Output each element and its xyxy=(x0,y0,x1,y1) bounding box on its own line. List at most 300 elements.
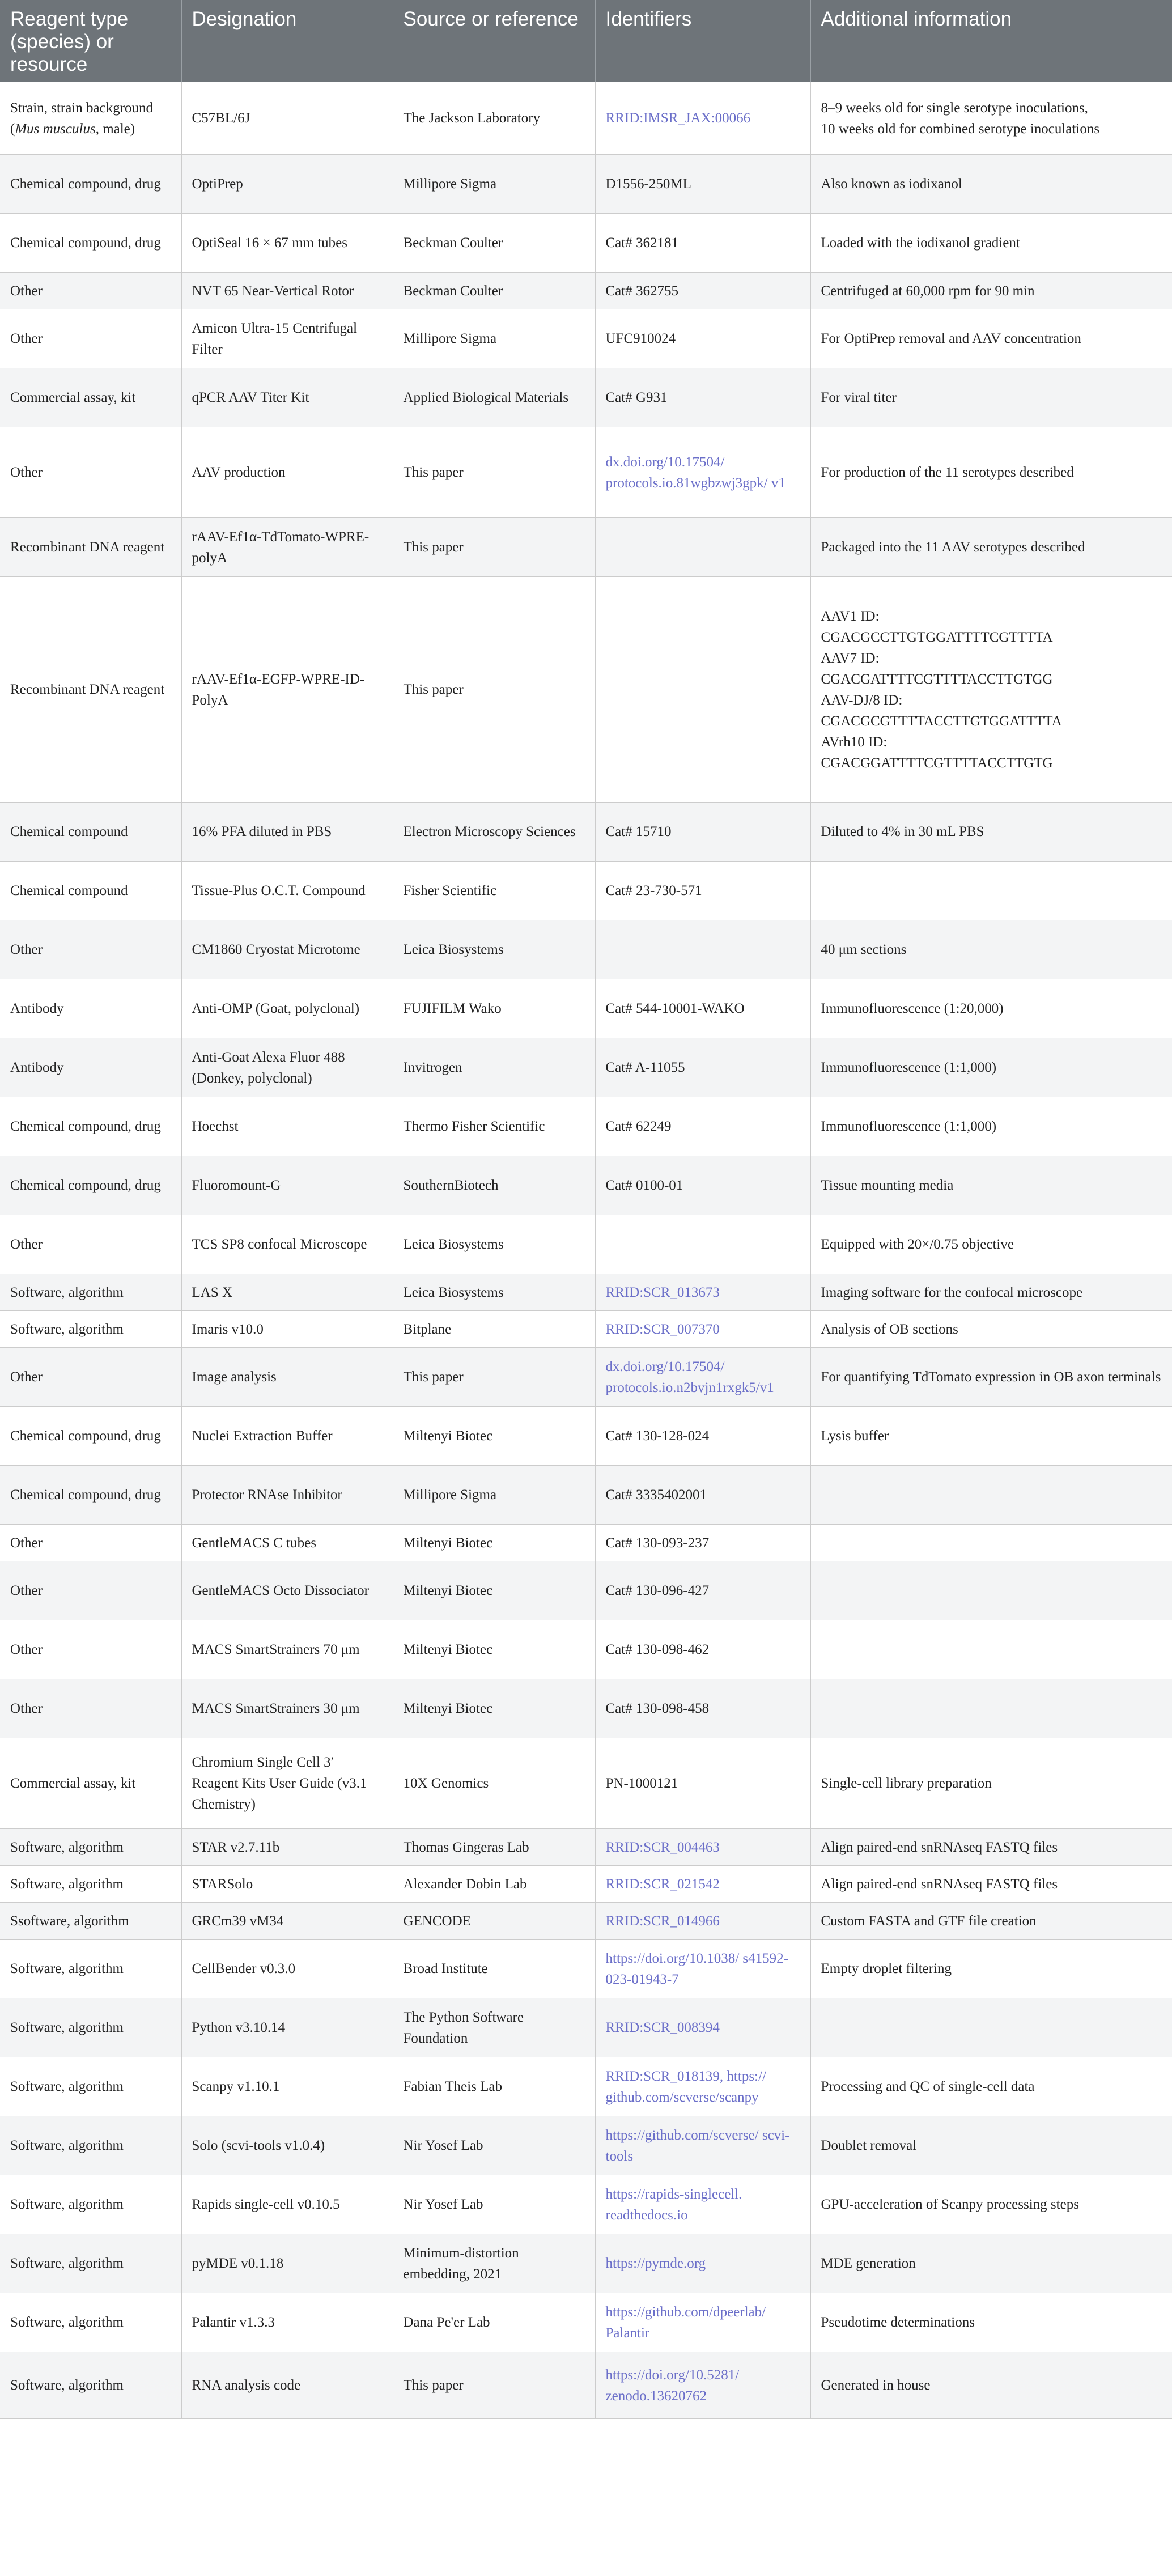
cell-designation xyxy=(181,214,393,273)
cell-additional-info xyxy=(810,1829,1172,1866)
cell-source xyxy=(393,82,595,155)
header-source: Source or reference xyxy=(393,0,595,82)
cell-reagent-type-text: Software, algorithm xyxy=(10,2079,124,2094)
cell-identifier-text: D1556-250ML xyxy=(605,176,691,192)
cell-reagent-type xyxy=(0,2116,181,2175)
cell-reagent-type-text: Antibody xyxy=(10,1060,64,1075)
identifier-link[interactable]: https://doi.org/10.1038/ s41592-023-01943-7 xyxy=(605,1950,788,1987)
table-row xyxy=(0,1620,1172,1679)
cell-additional-info-text: Generated in house xyxy=(821,2378,931,2393)
identifier-link[interactable]: RRID:SCR_013673 xyxy=(605,1284,720,1300)
cell-additional-info-text: AAV1 ID: CGACGCCTTGTGGATTTTCGTTTTA AAV7 ID: CGACGATTTTCGTTTTACCTTGTGG AAV-DJ/8 ID: CGACGCGTTTTACCTTGTGGATTTTA AVrh10 ID: CGACGGATTTTCGTTTTACCTTGTG xyxy=(821,608,1062,771)
cell-additional-info xyxy=(810,2116,1172,2175)
cell-source xyxy=(393,368,595,427)
cell-identifier xyxy=(595,577,810,803)
cell-reagent-type-text: Software, algorithm xyxy=(10,2256,124,2271)
identifier-link[interactable]: RRID:SCR_018139, https:// github.com/scverse/scanpy xyxy=(605,2068,766,2105)
cell-reagent-type xyxy=(0,1940,181,1998)
cell-source xyxy=(393,1466,595,1525)
cell-identifier-text: Cat# 544-10001-WAKO xyxy=(605,1001,745,1016)
cell-additional-info xyxy=(810,577,1172,803)
cell-reagent-type-text: Software, algorithm xyxy=(10,1876,124,1892)
cell-designation-text: Anti-Goat Alexa Fluor 488 (Donkey, polyclonal) xyxy=(192,1049,345,1086)
cell-reagent-type-text: Other xyxy=(10,942,43,957)
cell-reagent-type-text: Software, algorithm xyxy=(10,2315,124,2330)
cell-source xyxy=(393,1998,595,2057)
cell-identifier[interactable] xyxy=(595,2234,810,2293)
cell-identifier xyxy=(595,1561,810,1620)
cell-source-text: Millipore Sigma xyxy=(403,176,497,192)
cell-designation-text: 16% PFA diluted in PBS xyxy=(192,824,332,839)
cell-designation xyxy=(181,309,393,368)
cell-identifier xyxy=(595,273,810,309)
cell-source xyxy=(393,2057,595,2116)
cell-source-text: This paper xyxy=(403,1369,464,1385)
cell-additional-info-text: Align paired-end snRNAseq FASTQ files xyxy=(821,1876,1058,1892)
identifier-link[interactable]: dx.doi.org/10.17504/ protocols.io.81wgbzwj3gpk/ v1 xyxy=(605,454,785,491)
cell-reagent-type xyxy=(0,1866,181,1903)
cell-reagent-type-text: Software, algorithm xyxy=(10,1284,124,1300)
cell-designation xyxy=(181,1738,393,1829)
cell-identifier-text: Cat# 130-093-237 xyxy=(605,1535,710,1551)
cell-source-text: SouthernBiotech xyxy=(403,1178,499,1193)
cell-additional-info xyxy=(810,1940,1172,1998)
cell-reagent-type xyxy=(0,518,181,577)
cell-reagent-type xyxy=(0,1561,181,1620)
cell-designation xyxy=(181,2352,393,2419)
cell-identifier[interactable] xyxy=(595,427,810,518)
table-row xyxy=(0,2352,1172,2419)
cell-source xyxy=(393,979,595,1038)
cell-designation-text: CM1860 Cryostat Microtome xyxy=(192,942,360,957)
cell-identifier[interactable] xyxy=(595,2352,810,2419)
identifier-link[interactable]: RRID:IMSR_JAX:00066 xyxy=(605,111,751,126)
cell-source-text: Invitrogen xyxy=(403,1060,462,1075)
cell-additional-info-text: 8–9 weeks old for single serotype inoculations, 10 weeks old for combined serotype inoculations xyxy=(821,100,1100,137)
cell-reagent-type-text: Other xyxy=(10,1535,43,1551)
cell-designation-text: Solo (scvi-tools v1.0.4) xyxy=(192,2138,325,2153)
cell-reagent-type-text: Commercial assay, kit xyxy=(10,390,136,405)
cell-reagent-type xyxy=(0,1407,181,1466)
cell-additional-info xyxy=(810,1903,1172,1940)
cell-designation-text: Amicon Ultra-15 Centrifugal Filter xyxy=(192,320,358,357)
cell-reagent-type xyxy=(0,1097,181,1156)
cell-source-text: Leica Biosystems xyxy=(403,1284,504,1300)
cell-designation-text: Image analysis xyxy=(192,1369,277,1385)
cell-identifier[interactable] xyxy=(595,2057,810,2116)
cell-reagent-type-text: Chemical compound, drug xyxy=(10,235,161,251)
cell-identifier xyxy=(595,214,810,273)
cell-source-text: Miltenyi Biotec xyxy=(403,1583,493,1598)
cell-additional-info-text: Equipped with 20×/0.75 objective xyxy=(821,1237,1014,1252)
cell-source xyxy=(393,1407,595,1466)
cell-designation-text: MACS SmartStrainers 70 μm xyxy=(192,1642,360,1657)
cell-identifier xyxy=(595,1156,810,1215)
cell-additional-info xyxy=(810,155,1172,214)
cell-designation xyxy=(181,1829,393,1866)
cell-designation xyxy=(181,368,393,427)
cell-source-text: FUJIFILM Wako xyxy=(403,1001,502,1016)
cell-additional-info xyxy=(810,273,1172,309)
cell-additional-info xyxy=(810,2352,1172,2419)
cell-additional-info-text: 40 μm sections xyxy=(821,942,907,957)
cell-identifier xyxy=(595,309,810,368)
identifier-link[interactable]: RRID:SCR_008394 xyxy=(605,2020,720,2035)
cell-reagent-type-text: Chemical compound, drug xyxy=(10,1487,161,1503)
cell-designation xyxy=(181,862,393,920)
identifier-link[interactable]: https://rapids-singlecell. readthedocs.io xyxy=(605,2186,742,2223)
table-row xyxy=(0,1525,1172,1561)
cell-reagent-type xyxy=(0,1998,181,2057)
cell-source-text: Alexander Dobin Lab xyxy=(403,1876,527,1892)
cell-additional-info xyxy=(810,1311,1172,1348)
cell-designation xyxy=(181,1097,393,1156)
table-row xyxy=(0,1829,1172,1866)
cell-reagent-type xyxy=(0,155,181,214)
cell-reagent-type xyxy=(0,979,181,1038)
cell-designation xyxy=(181,1903,393,1940)
cell-additional-info xyxy=(810,1038,1172,1097)
table-row xyxy=(0,309,1172,368)
cell-designation-text: Imaris v10.0 xyxy=(192,1321,264,1337)
cell-identifier-text: Cat# 130-128-024 xyxy=(605,1428,710,1444)
cell-additional-info-text: Immunofluorescence (1:1,000) xyxy=(821,1119,997,1134)
cell-designation-text: TCS SP8 confocal Microscope xyxy=(192,1237,367,1252)
cell-additional-info xyxy=(810,803,1172,862)
cell-identifier[interactable] xyxy=(595,2293,810,2352)
cell-designation xyxy=(181,1998,393,2057)
table-row xyxy=(0,2175,1172,2234)
cell-identifier-text: Cat# 62249 xyxy=(605,1119,672,1134)
cell-identifier xyxy=(595,518,810,577)
cell-designation xyxy=(181,1466,393,1525)
cell-additional-info xyxy=(810,309,1172,368)
cell-source-text: Fisher Scientific xyxy=(403,883,497,898)
cell-reagent-type xyxy=(0,309,181,368)
cell-source-text: Miltenyi Biotec xyxy=(403,1535,493,1551)
cell-source xyxy=(393,862,595,920)
identifier-link[interactable]: RRID:SCR_007370 xyxy=(605,1321,720,1337)
cell-reagent-type-text: Chemical compound xyxy=(10,883,128,898)
table-row xyxy=(0,1998,1172,2057)
cell-designation xyxy=(181,1274,393,1311)
cell-source-text: Broad Institute xyxy=(403,1961,488,1976)
cell-additional-info xyxy=(810,1274,1172,1311)
cell-reagent-type-text: Other xyxy=(10,283,43,299)
cell-additional-info-text: Imaging software for the confocal microscope xyxy=(821,1284,1083,1300)
cell-identifier-text: Cat# 0100-01 xyxy=(605,1178,683,1193)
cell-reagent-type xyxy=(0,2293,181,2352)
cell-designation xyxy=(181,1940,393,1998)
cell-designation xyxy=(181,155,393,214)
cell-identifier-text: Cat# 3335402001 xyxy=(605,1487,707,1503)
cell-identifier xyxy=(595,1466,810,1525)
cell-reagent-type-text: Software, algorithm xyxy=(10,1839,124,1855)
cell-reagent-type xyxy=(0,1156,181,1215)
cell-source xyxy=(393,2234,595,2293)
cell-reagent-type xyxy=(0,427,181,518)
cell-designation xyxy=(181,1561,393,1620)
identifier-link[interactable]: RRID:SCR_004463 xyxy=(605,1839,720,1855)
cell-source xyxy=(393,2116,595,2175)
cell-additional-info-text: For OptiPrep removal and AAV concentration xyxy=(821,331,1081,346)
cell-identifier[interactable] xyxy=(595,1866,810,1903)
cell-additional-info-text: Immunofluorescence (1:20,000) xyxy=(821,1001,1004,1016)
cell-source xyxy=(393,1348,595,1407)
cell-reagent-type xyxy=(0,273,181,309)
cell-designation xyxy=(181,273,393,309)
cell-identifier xyxy=(595,862,810,920)
cell-designation-text: NVT 65 Near-Vertical Rotor xyxy=(192,283,354,299)
cell-source-text: Fabian Theis Lab xyxy=(403,2079,502,2094)
cell-designation-text: RNA analysis code xyxy=(192,2378,301,2393)
cell-additional-info-text: Align paired-end snRNAseq FASTQ files xyxy=(821,1839,1058,1855)
cell-source xyxy=(393,1620,595,1679)
cell-identifier[interactable] xyxy=(595,1903,810,1940)
cell-reagent-type-text: Software, algorithm xyxy=(10,2378,124,2393)
cell-designation-text: LAS X xyxy=(192,1284,233,1300)
cell-reagent-type xyxy=(0,803,181,862)
cell-reagent-type-text: Other xyxy=(10,1701,43,1716)
cell-source xyxy=(393,1525,595,1561)
cell-designation xyxy=(181,920,393,979)
cell-source-text: Nir Yosef Lab xyxy=(403,2197,483,2212)
cell-additional-info xyxy=(810,2057,1172,2116)
cell-additional-info xyxy=(810,2293,1172,2352)
cell-identifier[interactable] xyxy=(595,1274,810,1311)
cell-reagent-type-text: Recombinant DNA reagent xyxy=(10,682,165,697)
cell-reagent-type-text: Other xyxy=(10,1369,43,1385)
table-row xyxy=(0,1348,1172,1407)
cell-source-text: Bitplane xyxy=(403,1321,452,1337)
identifier-link[interactable]: RRID:SCR_014966 xyxy=(605,1913,720,1929)
cell-reagent-type-text: Software, algorithm xyxy=(10,1321,124,1337)
cell-source xyxy=(393,1679,595,1738)
cell-reagent-type xyxy=(0,1620,181,1679)
cell-additional-info xyxy=(810,1998,1172,2057)
cell-additional-info xyxy=(810,1866,1172,1903)
cell-source-text: GENCODE xyxy=(403,1913,471,1929)
cell-reagent-type xyxy=(0,862,181,920)
cell-designation-text: AAV production xyxy=(192,465,286,480)
cell-additional-info xyxy=(810,920,1172,979)
cell-source xyxy=(393,155,595,214)
cell-additional-info-text: Also known as iodixanol xyxy=(821,176,962,192)
cell-source xyxy=(393,1274,595,1311)
cell-source-text: The Python Software Foundation xyxy=(403,2009,524,2046)
cell-identifier-text: PN-1000121 xyxy=(605,1776,678,1791)
cell-source xyxy=(393,427,595,518)
cell-reagent-type-text: Software, algorithm xyxy=(10,2138,124,2153)
cell-source-text: Millipore Sigma xyxy=(403,331,497,346)
cell-additional-info-text: Custom FASTA and GTF file creation xyxy=(821,1913,1037,1929)
cell-reagent-type xyxy=(0,1738,181,1829)
cell-identifier[interactable] xyxy=(595,2116,810,2175)
cell-identifier xyxy=(595,1620,810,1679)
cell-designation-text: Protector RNAse Inhibitor xyxy=(192,1487,342,1503)
cell-designation xyxy=(181,2057,393,2116)
cell-source xyxy=(393,1866,595,1903)
cell-reagent-type-text: Other xyxy=(10,1642,43,1657)
cell-designation-text: GRCm39 vM34 xyxy=(192,1913,284,1929)
identifier-link[interactable]: RRID:SCR_021542 xyxy=(605,1876,720,1892)
table-row xyxy=(0,2293,1172,2352)
cell-identifier[interactable] xyxy=(595,1940,810,1998)
table-row xyxy=(0,2057,1172,2116)
cell-additional-info xyxy=(810,368,1172,427)
cell-source-text: Beckman Coulter xyxy=(403,283,503,299)
cell-designation xyxy=(181,1866,393,1903)
cell-designation xyxy=(181,1215,393,1274)
cell-designation-text: Python v3.10.14 xyxy=(192,2020,286,2035)
table-row xyxy=(0,1156,1172,1215)
cell-reagent-type-text: Chemical compound, drug xyxy=(10,1119,161,1134)
cell-designation xyxy=(181,979,393,1038)
cell-source xyxy=(393,1038,595,1097)
cell-designation xyxy=(181,577,393,803)
identifier-link[interactable]: https://github.com/dpeerlab/ Palantir xyxy=(605,2304,766,2341)
cell-identifier-text: Cat# G931 xyxy=(605,390,668,405)
cell-designation xyxy=(181,803,393,862)
table-row xyxy=(0,1311,1172,1348)
cell-reagent-type xyxy=(0,82,181,155)
cell-reagent-type xyxy=(0,1466,181,1525)
cell-additional-info xyxy=(810,2234,1172,2293)
cell-identifier[interactable] xyxy=(595,1998,810,2057)
cell-identifier[interactable] xyxy=(595,1348,810,1407)
cell-identifier[interactable] xyxy=(595,1311,810,1348)
cell-additional-info xyxy=(810,1525,1172,1561)
cell-source-text: Applied Biological Materials xyxy=(403,390,569,405)
table-row xyxy=(0,1466,1172,1525)
table-row xyxy=(0,1679,1172,1738)
table-row xyxy=(0,1738,1172,1829)
cell-identifier[interactable] xyxy=(595,1829,810,1866)
cell-source xyxy=(393,214,595,273)
cell-designation-text: OptiPrep xyxy=(192,176,243,192)
cell-identifier[interactable] xyxy=(595,82,810,155)
cell-designation-text: Anti-OMP (Goat, polyclonal) xyxy=(192,1001,360,1016)
cell-reagent-type-text: Ssoftware, algorithm xyxy=(10,1913,129,1929)
cell-designation-text: rAAV-Ef1α-TdTomato-WPRE-polyA xyxy=(192,529,370,566)
table-row xyxy=(0,1940,1172,1998)
cell-source xyxy=(393,2293,595,2352)
identifier-link[interactable]: https://doi.org/10.5281/ zenodo.13620762 xyxy=(605,2367,740,2404)
cell-designation-text: CellBender v0.3.0 xyxy=(192,1961,296,1976)
cell-designation-text: GentleMACS C tubes xyxy=(192,1535,316,1551)
cell-designation-text: Tissue-Plus O.C.T. Compound xyxy=(192,883,366,898)
cell-reagent-type xyxy=(0,368,181,427)
cell-additional-info xyxy=(810,1348,1172,1407)
cell-source xyxy=(393,1097,595,1156)
cell-designation xyxy=(181,2175,393,2234)
cell-additional-info xyxy=(810,518,1172,577)
cell-designation-text: STAR v2.7.11b xyxy=(192,1839,280,1855)
cell-additional-info xyxy=(810,1215,1172,1274)
cell-source-text: Miltenyi Biotec xyxy=(403,1701,493,1716)
table-row xyxy=(0,862,1172,920)
cell-source xyxy=(393,1940,595,1998)
cell-additional-info xyxy=(810,1620,1172,1679)
cell-reagent-type-text: Commercial assay, kit xyxy=(10,1776,136,1791)
cell-source xyxy=(393,273,595,309)
cell-additional-info xyxy=(810,1466,1172,1525)
cell-additional-info-text: MDE generation xyxy=(821,2256,916,2271)
cell-identifier xyxy=(595,979,810,1038)
cell-identifier xyxy=(595,1525,810,1561)
table-row xyxy=(0,1561,1172,1620)
cell-designation-text: MACS SmartStrainers 30 μm xyxy=(192,1701,360,1716)
cell-additional-info-text: Packaged into the 11 AAV serotypes described xyxy=(821,540,1085,555)
table-row xyxy=(0,82,1172,155)
cell-additional-info-text: Processing and QC of single-cell data xyxy=(821,2079,1035,2094)
identifier-link[interactable]: https://github.com/scverse/ scvi-tools xyxy=(605,2127,790,2164)
cell-reagent-type xyxy=(0,2352,181,2419)
table-row xyxy=(0,1215,1172,1274)
cell-source-text: Leica Biosystems xyxy=(403,1237,504,1252)
cell-designation-text: GentleMACS Octo Dissociator xyxy=(192,1583,369,1598)
cell-designation-text: rAAV-Ef1α-EGFP-WPRE-ID-PolyA xyxy=(192,671,365,708)
cell-additional-info xyxy=(810,1156,1172,1215)
table-row xyxy=(0,2116,1172,2175)
cell-designation xyxy=(181,518,393,577)
header-additional-info: Additional information xyxy=(810,0,1172,82)
cell-additional-info-text: Pseudotime determinations xyxy=(821,2315,975,2330)
cell-identifier-text: Cat# 23-730-571 xyxy=(605,883,702,898)
cell-designation-text: Scanpy v1.10.1 xyxy=(192,2079,280,2094)
cell-designation xyxy=(181,2293,393,2352)
cell-additional-info xyxy=(810,2175,1172,2234)
cell-source-text: Millipore Sigma xyxy=(403,1487,497,1503)
cell-source xyxy=(393,920,595,979)
cell-source xyxy=(393,518,595,577)
cell-reagent-type xyxy=(0,577,181,803)
cell-designation-text: Rapids single-cell v0.10.5 xyxy=(192,2197,340,2212)
table-header xyxy=(0,0,1172,82)
cell-reagent-type-text: Recombinant DNA reagent xyxy=(10,540,165,555)
cell-identifier[interactable] xyxy=(595,2175,810,2234)
cell-additional-info-text: Doublet removal xyxy=(821,2138,917,2153)
cell-source xyxy=(393,803,595,862)
cell-additional-info-text: Empty droplet filtering xyxy=(821,1961,952,1976)
cell-reagent-type-text: Software, algorithm xyxy=(10,2197,124,2212)
identifier-link[interactable]: dx.doi.org/10.17504/ protocols.io.n2bvjn1rxgk5/v1 xyxy=(605,1359,774,1395)
cell-source xyxy=(393,1903,595,1940)
cell-identifier xyxy=(595,1215,810,1274)
cell-designation xyxy=(181,2234,393,2293)
cell-reagent-type xyxy=(0,1215,181,1274)
cell-source-text: Minimum-distortion embedding, 2021 xyxy=(403,2245,519,2282)
cell-source xyxy=(393,577,595,803)
table-row xyxy=(0,273,1172,309)
identifier-link[interactable]: https://pymde.org xyxy=(605,2256,706,2271)
cell-designation xyxy=(181,1156,393,1215)
cell-identifier xyxy=(595,155,810,214)
cell-additional-info xyxy=(810,1097,1172,1156)
cell-reagent-type xyxy=(0,1903,181,1940)
cell-identifier xyxy=(595,368,810,427)
cell-reagent-type xyxy=(0,2234,181,2293)
cell-designation-text: STARSolo xyxy=(192,1876,253,1892)
table-row xyxy=(0,518,1172,577)
cell-source-text: 10X Genomics xyxy=(403,1776,489,1791)
cell-source-text: Miltenyi Biotec xyxy=(403,1428,493,1444)
table-row xyxy=(0,979,1172,1038)
header-reagent-type: Reagent type (species) or resource xyxy=(0,0,181,82)
cell-reagent-type xyxy=(0,1525,181,1561)
cell-reagent-type xyxy=(0,1274,181,1311)
table-row xyxy=(0,368,1172,427)
